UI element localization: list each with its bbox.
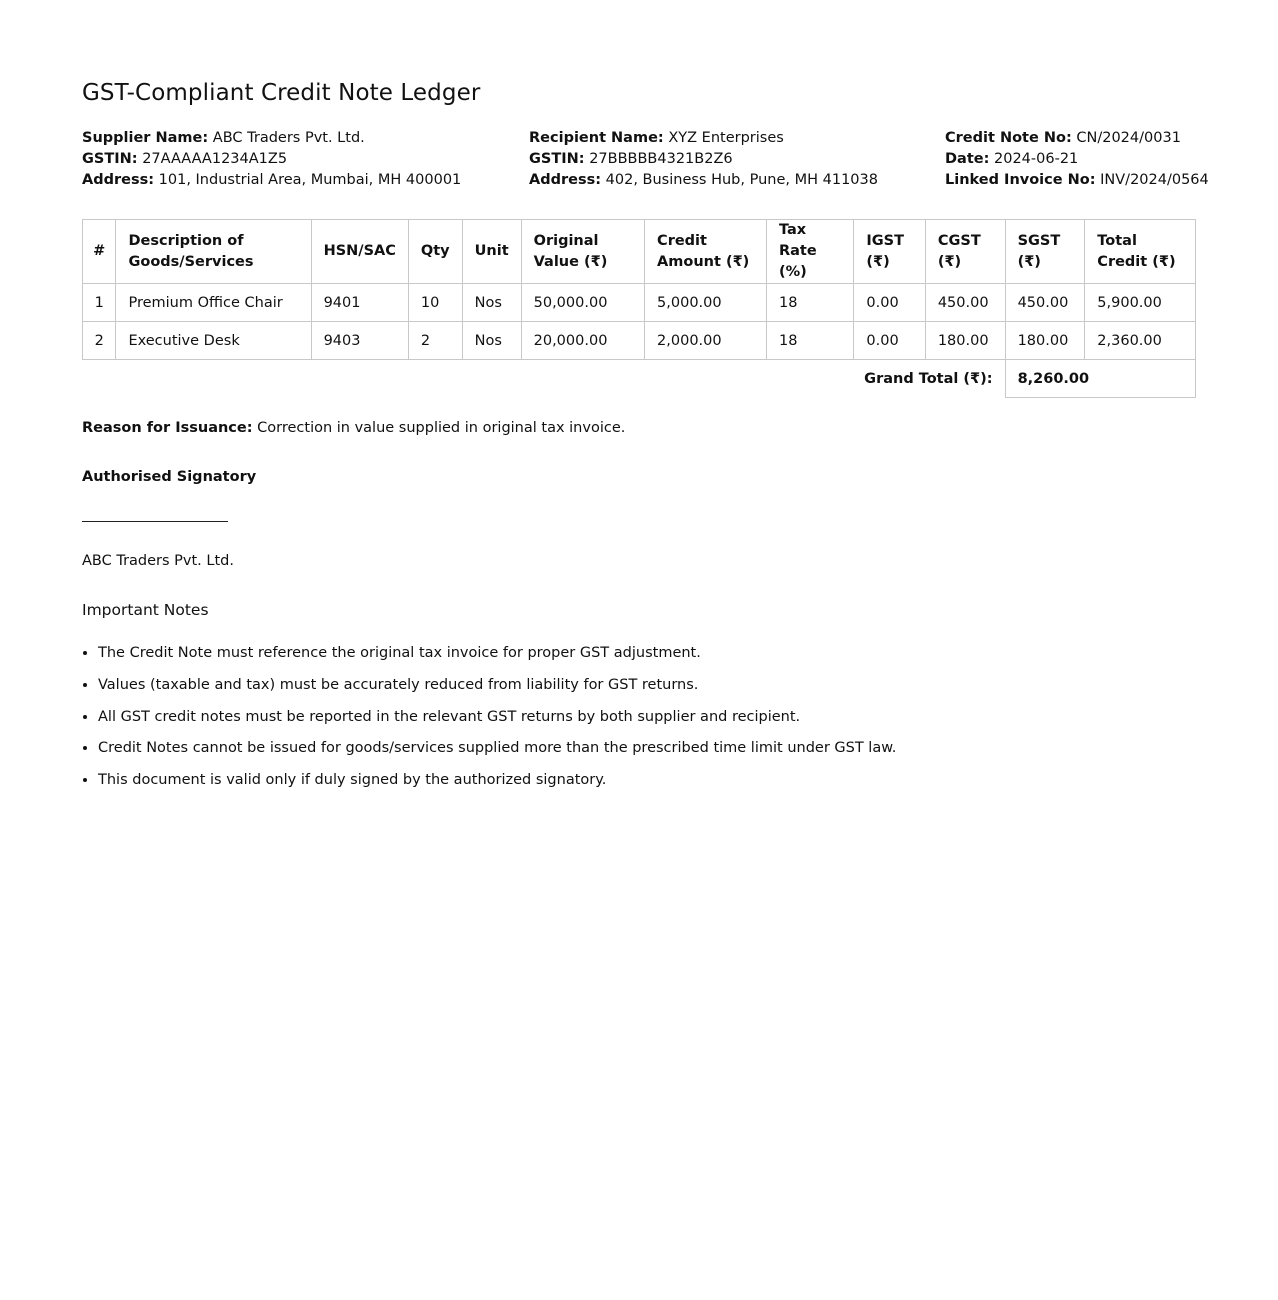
credit-note-number-label: Credit Note No: bbox=[945, 130, 1072, 146]
list-item: • Credit Notes cannot be issued for goods/services supplied more than the prescribed time limit under GST law. bbox=[98, 738, 1198, 759]
recipient-address-line bbox=[529, 170, 878, 191]
table-cell-cgst: 450.00 bbox=[925, 284, 1005, 322]
recipient-details bbox=[529, 128, 878, 191]
table-cell-index: 2 bbox=[83, 322, 116, 360]
table-cell-hsn-sac: 9401 bbox=[311, 284, 408, 322]
table-cell-unit: Nos bbox=[462, 284, 521, 322]
supplier-address: 101, Industrial Area, Mumbai, MH 400001 bbox=[158, 172, 462, 188]
column-header-tax-rate: Tax Rate (%) bbox=[766, 220, 853, 284]
supplier-gstin-line bbox=[82, 149, 461, 170]
table-cell-index: 1 bbox=[83, 284, 116, 322]
table-cell-qty: 10 bbox=[408, 284, 462, 322]
column-header-unit: Unit bbox=[462, 220, 521, 284]
credit-note-date-label: Date: bbox=[945, 151, 990, 167]
credit-note-date-line bbox=[945, 149, 1209, 170]
reason-text: Correction in value supplied in original tax invoice. bbox=[257, 420, 626, 436]
credit-note-document bbox=[82, 78, 1209, 789]
table-cell-description: Executive Desk bbox=[116, 322, 311, 360]
table-cell-original-value: 20,000.00 bbox=[521, 322, 644, 360]
recipient-name-line bbox=[529, 128, 878, 149]
column-header-cgst: CGST (₹) bbox=[925, 220, 1005, 284]
supplier-details bbox=[82, 128, 461, 191]
table-cell-cgst: 180.00 bbox=[925, 322, 1005, 360]
credit-note-meta bbox=[945, 128, 1209, 191]
grand-total-value: 8,260.00 bbox=[1005, 360, 1195, 398]
list-item: • This document is valid only if duly signed by the authorized signatory. bbox=[98, 770, 1198, 791]
supplier-name: ABC Traders Pvt. Ltd. bbox=[212, 130, 365, 146]
table-cell-description: Premium Office Chair bbox=[116, 284, 311, 322]
page-title: GST-Compliant Credit Note Ledger bbox=[82, 80, 481, 106]
table-cell-credit-amount: 2,000.00 bbox=[645, 322, 767, 360]
list-item: • The Credit Note must reference the original tax invoice for proper GST adjustment. bbox=[98, 643, 1198, 664]
column-header-igst: IGST (₹) bbox=[854, 220, 925, 284]
recipient-address-label: Address: bbox=[529, 172, 602, 188]
linked-invoice-line bbox=[945, 170, 1209, 191]
recipient-name-label: Recipient Name: bbox=[529, 130, 664, 146]
list-item: • Values (taxable and tax) must be accurately reduced from liability for GST returns. bbox=[98, 675, 1198, 696]
table-cell-tax-rate: 18 bbox=[766, 284, 853, 322]
credit-note-date: 2024-06-21 bbox=[994, 151, 1079, 167]
table-cell-unit: Nos bbox=[462, 322, 521, 360]
linked-invoice-number: INV/2024/0564 bbox=[1100, 172, 1209, 188]
grand-total-label: Grand Total (₹): bbox=[864, 370, 993, 387]
table-cell-igst: 0.00 bbox=[854, 322, 925, 360]
credit-note-number: CN/2024/0031 bbox=[1076, 130, 1181, 146]
signature-line bbox=[82, 521, 228, 522]
table-header-row bbox=[83, 220, 1196, 284]
supplier-address-label: Address: bbox=[82, 172, 155, 188]
signatory-heading: Authorised Signatory bbox=[82, 469, 257, 485]
list-item: • All GST credit notes must be reported in the relevant GST returns by both supplier and recipient. bbox=[98, 707, 1198, 728]
reason-for-issuance bbox=[82, 417, 625, 439]
supplier-name-label: Supplier Name: bbox=[82, 130, 209, 146]
reason-label: Reason for Issuance: bbox=[82, 420, 253, 436]
column-header-credit-amount: Credit Amount (₹) bbox=[645, 220, 767, 284]
column-header-hsn-sac: HSN/SAC bbox=[311, 220, 408, 284]
credit-items-table bbox=[82, 219, 1196, 398]
column-header-description: Description of Goods/Services bbox=[116, 220, 311, 284]
table-cell-hsn-sac: 9403 bbox=[311, 322, 408, 360]
table-cell-original-value: 50,000.00 bbox=[521, 284, 644, 322]
grand-total-row bbox=[83, 360, 1196, 398]
supplier-gstin-label: GSTIN: bbox=[82, 151, 138, 167]
important-notes-list bbox=[82, 643, 1198, 802]
table-cell-sgst: 450.00 bbox=[1005, 284, 1085, 322]
supplier-address-line bbox=[82, 170, 461, 191]
recipient-address: 402, Business Hub, Pune, MH 411038 bbox=[605, 172, 878, 188]
table-cell-tax-rate: 18 bbox=[766, 322, 853, 360]
table-cell-total-credit: 5,900.00 bbox=[1085, 284, 1196, 322]
recipient-name: XYZ Enterprises bbox=[668, 130, 784, 146]
linked-invoice-label: Linked Invoice No: bbox=[945, 172, 1096, 188]
table-cell-credit-amount: 5,000.00 bbox=[645, 284, 767, 322]
recipient-gstin-label: GSTIN: bbox=[529, 151, 585, 167]
supplier-name-line bbox=[82, 128, 461, 149]
table-cell-igst: 0.00 bbox=[854, 284, 925, 322]
table-cell-qty: 2 bbox=[408, 322, 462, 360]
table-cell-sgst: 180.00 bbox=[1005, 322, 1085, 360]
party-details bbox=[82, 128, 1209, 194]
recipient-gstin: 27BBBBB4321B2Z6 bbox=[589, 151, 733, 167]
supplier-gstin: 27AAAAA1234A1Z5 bbox=[142, 151, 288, 167]
column-header-sgst: SGST (₹) bbox=[1005, 220, 1085, 284]
table-cell-total-credit: 2,360.00 bbox=[1085, 322, 1196, 360]
recipient-gstin-line bbox=[529, 149, 878, 170]
column-header-original-value: Original Value (₹) bbox=[521, 220, 644, 284]
notes-heading: Important Notes bbox=[82, 601, 209, 619]
column-header-qty: Qty bbox=[408, 220, 462, 284]
table-row bbox=[83, 284, 1196, 322]
table-row bbox=[83, 322, 1196, 360]
column-header-index: # bbox=[83, 220, 116, 284]
column-header-total-credit: Total Credit (₹) bbox=[1085, 220, 1196, 284]
signatory-name: ABC Traders Pvt. Ltd. bbox=[82, 553, 234, 569]
credit-note-number-line bbox=[945, 128, 1209, 149]
